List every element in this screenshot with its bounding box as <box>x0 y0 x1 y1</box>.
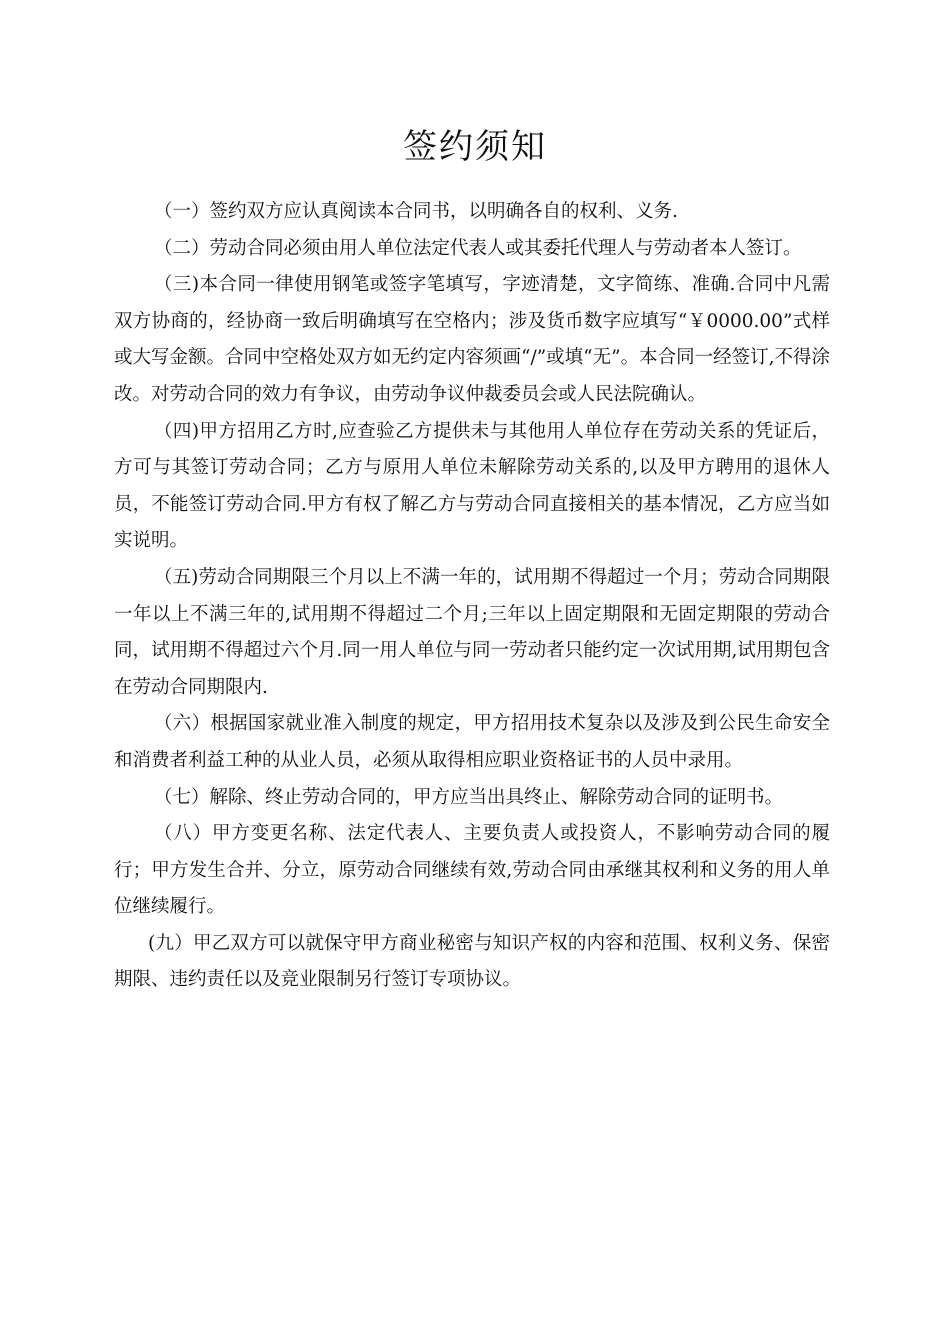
clause-1: （一）签约双方应认真阅读本合同书，以明确各自的权利、义务. <box>154 201 678 222</box>
clause-9: (九）甲乙双方可以就保守甲方商业秘密与知识产权的内容和范围、权利义务、保密期限、违约责任以及竞业限制另行签订专项协议。 <box>114 932 830 991</box>
clause-2: （二）劳动合同必须由用人单位法定代表人或其委托代理人与劳动者本人签订。 <box>154 237 802 259</box>
clause-3: （三)本合同一律使用钢笔或签字笔填写，字迹清楚，文字简练、准确.合同中凡需双方协商的，经协商一致后明确填写在空格内；涉及货币数字应填写“￥0000.00”式样或大写金额。合同中空格处双方如无约定内容须画“/”或填“无”。本合同一经签订,不得涂改。对劳动合同的效力有争议，由劳动争议仲裁委员会或人民法院确认。 <box>114 274 830 405</box>
document-title: 签约须知 <box>403 127 547 167</box>
clause-4: （四)甲方招用乙方时,应查验乙方提供未与其他用人单位存在劳动关系的凭证后，方可与其签订劳动合同；乙方与原用人单位未解除劳动关系的,以及甲方聘用的退休人员，不能签订劳动合同.甲方有权了解乙方与劳动合同直接相关的基本情况，乙方应当如实说明。 <box>114 420 830 552</box>
clause-6: （六）根据国家就业准入制度的规定，甲方招用技术复杂以及涉及到公民生命安全和消费者利益工种的从业人员，必须从取得相应职业资格证书的人员中录用。 <box>114 713 830 771</box>
clause-7: （七）解除、终止劳动合同的，甲方应当出具终止、解除劳动合同的证明书。 <box>154 786 784 808</box>
clause-5: （五)劳动合同期限三个月以上不满一年的，试用期不得超过一个月；劳动合同期限一年以上不满三年的,试用期不得超过二个月;三年以上固定期限和无固定期限的劳动合同，试用期不得超过六个月.同一用人单位与同一劳动者只能约定一次试用期,试用期包含在劳动合同期限内. <box>114 566 830 698</box>
clause-8: （八）甲方变更名称、法定代表人、主要负责人或投资人，不影响劳动合同的履行；甲方发生合并、分立，原劳动合同继续有效,劳动合同由承继其权利和义务的用人单位继续履行。 <box>114 823 830 918</box>
document-body <box>114 194 830 999</box>
